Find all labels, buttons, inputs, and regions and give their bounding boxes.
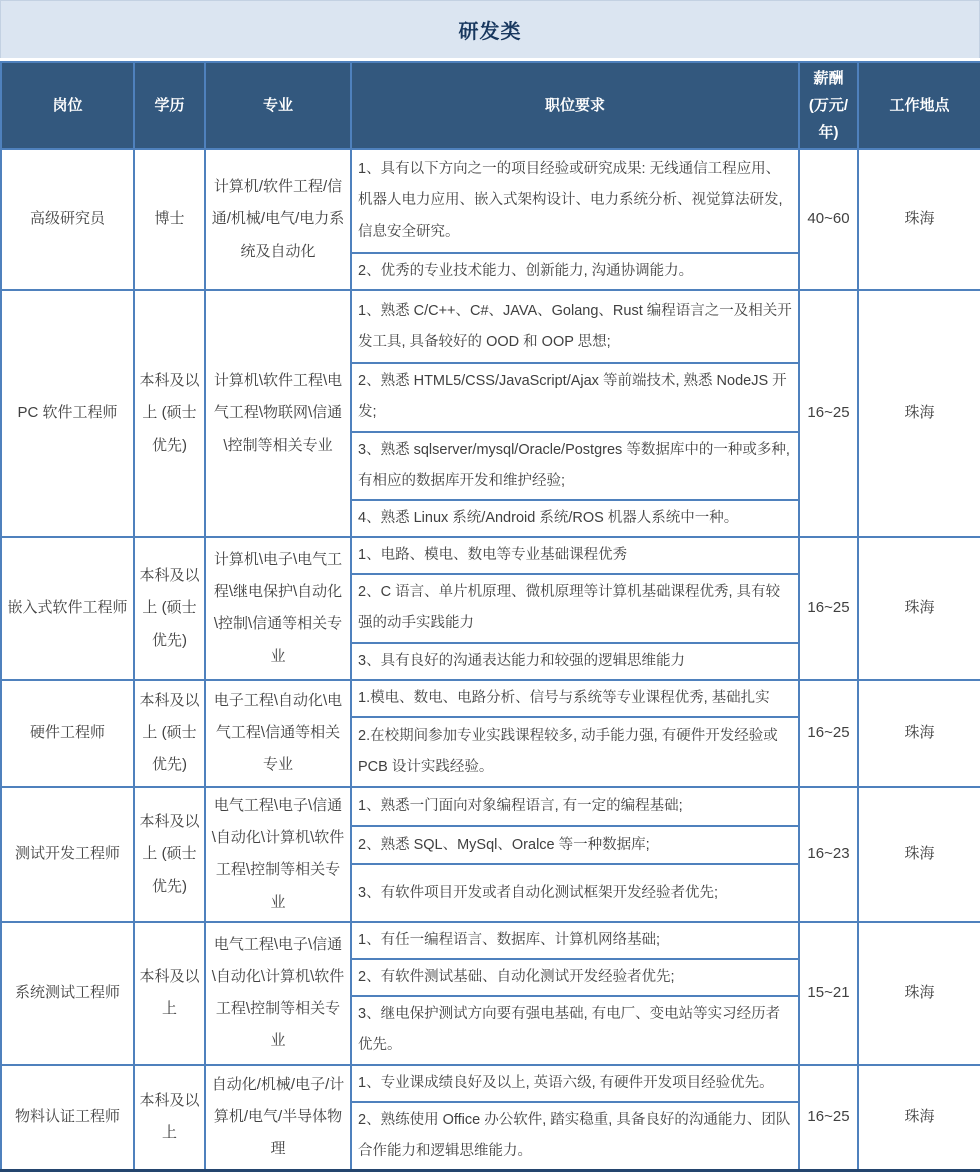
job-requirement: 3、继电保护测试方向要有强电基础, 有电厂、变电站等实习经历者优先。 — [351, 996, 799, 1064]
job-location: 珠海 — [858, 149, 980, 290]
job-position: 测试开发工程师 — [1, 787, 134, 922]
job-requirement: 2、熟练使用 Office 办公软件, 踏实稳重, 具备良好的沟通能力、团队合作能力和逻辑思维能力。 — [351, 1102, 799, 1171]
job-requirement: 2、熟悉 SQL、MySql、Oralce 等一种数据库; — [351, 826, 799, 865]
header-major: 专业 — [205, 62, 351, 149]
job-location: 珠海 — [858, 787, 980, 922]
job-requirement: 2、有软件测试基础、自动化测试开发经验者优先; — [351, 959, 799, 996]
job-education: 本科及以上 (硕士优先) — [134, 680, 205, 787]
job-position: 系统测试工程师 — [1, 922, 134, 1065]
job-requirement: 3、具有良好的沟通表达能力和较强的逻辑思维能力 — [351, 643, 799, 680]
job-major: 计算机/软件工程/信通/机械/电气/电力系统及自动化 — [205, 149, 351, 290]
job-requirement: 1、熟悉一门面向对象编程语言, 有一定的编程基础; — [351, 787, 799, 826]
job-education: 本科及以上 (硕士优先) — [134, 787, 205, 922]
job-requirement: 2、熟悉 HTML5/CSS/JavaScript/Ajax 等前端技术, 熟悉 NodeJS 开发; — [351, 363, 799, 431]
job-requirement: 3、熟悉 sqlserver/mysql/Oracle/Postgres 等数据库中的一种或多种, 有相应的数据库开发和维护经验; — [351, 432, 799, 500]
job-education: 本科及以上 — [134, 922, 205, 1065]
job-major: 计算机\电子\电气工程\继电保护\自动化\控制\信通等相关专业 — [205, 537, 351, 680]
header-salary: 薪酬 (万元/年) — [799, 62, 858, 149]
table-row — [1, 1065, 980, 1102]
job-salary: 16~25 — [799, 290, 858, 537]
job-requirement: 3、有软件项目开发或者自动化测试框架开发经验者优先; — [351, 864, 799, 921]
job-major: 电气工程\电子\信通\自动化\计算机\软件工程\控制等相关专业 — [205, 787, 351, 922]
job-education: 博士 — [134, 149, 205, 290]
job-requirement: 4、熟悉 Linux 系统/Android 系统/ROS 机器人系统中一种。 — [351, 500, 799, 537]
table-row — [1, 787, 980, 826]
job-requirement: 1、专业课成绩良好及以上, 英语六级, 有硬件开发项目经验优先。 — [351, 1065, 799, 1102]
job-requirement: 2、优秀的专业技术能力、创新能力, 沟通协调能力。 — [351, 253, 799, 290]
job-position: 物料认证工程师 — [1, 1065, 134, 1171]
header-position: 岗位 — [1, 62, 134, 149]
job-location: 珠海 — [858, 290, 980, 537]
table-row — [1, 149, 980, 253]
job-position: PC 软件工程师 — [1, 290, 134, 537]
job-salary: 16~25 — [799, 1065, 858, 1171]
header-requirements: 职位要求 — [351, 62, 799, 149]
job-location: 珠海 — [858, 537, 980, 680]
job-major: 自动化/机械/电子/计算机/电气/半导体物理 — [205, 1065, 351, 1171]
header-location: 工作地点 — [858, 62, 980, 149]
job-requirement: 1、熟悉 C/C++、C#、JAVA、Golang、Rust 编程语言之一及相关开发工具, 具备较好的 OOD 和 OOP 思想; — [351, 290, 799, 363]
job-requirement: 1、具有以下方向之一的项目经验或研究成果: 无线通信工程应用、机器人电力应用、嵌入式架构设计、电力系统分析、视觉算法研发, 信息安全研究。 — [351, 149, 799, 253]
job-education: 本科及以上 (硕士优先) — [134, 290, 205, 537]
table-row — [1, 537, 980, 574]
category-title-band — [0, 0, 980, 58]
table-row — [1, 290, 980, 363]
page-title: 研发类 — [458, 21, 522, 43]
job-requirement: 2.在校期间参加专业实践课程较多, 动手能力强, 有硬件开发经验或 PCB 设计实践经验。 — [351, 717, 799, 787]
job-salary: 16~25 — [799, 680, 858, 787]
job-location: 珠海 — [858, 922, 980, 1065]
header-education: 学历 — [134, 62, 205, 149]
table-row — [1, 922, 980, 959]
job-major: 电子工程\自动化\电气工程\信通等相关专业 — [205, 680, 351, 787]
job-location: 珠海 — [858, 680, 980, 787]
job-salary: 40~60 — [799, 149, 858, 290]
job-major: 计算机\软件工程\电气工程\物联网\信通\控制等相关专业 — [205, 290, 351, 537]
job-position: 嵌入式软件工程师 — [1, 537, 134, 680]
job-salary: 16~23 — [799, 787, 858, 922]
table-header-row — [1, 62, 980, 149]
job-salary: 15~21 — [799, 922, 858, 1065]
job-position: 硬件工程师 — [1, 680, 134, 787]
job-major: 电气工程\电子\信通\自动化\计算机\软件工程\控制等相关专业 — [205, 922, 351, 1065]
table-row — [1, 680, 980, 717]
jobs-table — [0, 61, 980, 1172]
job-location: 珠海 — [858, 1065, 980, 1171]
job-requirement: 1、电路、模电、数电等专业基础课程优秀 — [351, 537, 799, 574]
job-education: 本科及以上 — [134, 1065, 205, 1171]
job-salary: 16~25 — [799, 537, 858, 680]
job-requirement: 1、有任一编程语言、数据库、计算机网络基础; — [351, 922, 799, 959]
job-requirement: 1.模电、数电、电路分析、信号与系统等专业课程优秀, 基础扎实 — [351, 680, 799, 717]
job-position: 高级研究员 — [1, 149, 134, 290]
job-education: 本科及以上 (硕士优先) — [134, 537, 205, 680]
job-requirement: 2、C 语言、单片机原理、微机原理等计算机基础课程优秀, 具有较强的动手实践能力 — [351, 574, 799, 642]
